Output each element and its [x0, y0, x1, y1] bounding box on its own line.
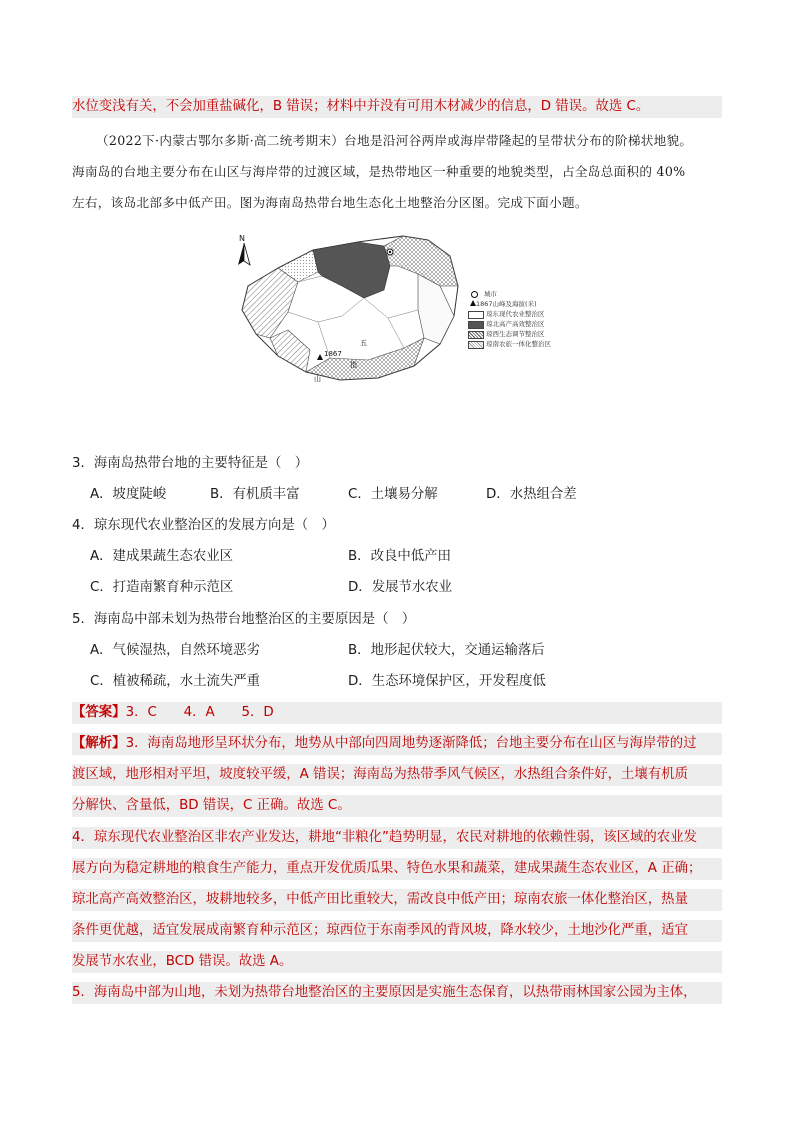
q3-option-c: C．土壤易分解	[348, 487, 438, 502]
q5-option-a: A．气候湿热，自然环境恶劣	[90, 643, 260, 658]
map-legend: 城市 1867山峰及海拔(米) 琼东现代农业整治区 琼北高产高效整治区 琼西生态调节整治区 琼南农旅一体化整治区	[468, 290, 578, 366]
city-dot-icon	[471, 291, 478, 298]
analysis-line-8: 发展节水农业，BCD 错误。故选 A。	[72, 951, 722, 973]
question-3-stem: 3．海南岛热带台地的主要特征是（ ）	[72, 456, 309, 471]
cross-pattern-icon	[468, 341, 484, 349]
q5-option-b: B．地形起伏较大，交通运输落后	[348, 643, 545, 658]
q3-option-b: B．有机质丰富	[210, 487, 300, 502]
intro-line-3: 左右，该岛北部多中低产田。图为海南岛热带台地生态化土地整治分区图。完成下面小题。	[72, 195, 588, 210]
hatch-pattern-icon	[468, 331, 484, 339]
q4-option-d: D．发展节水农业	[348, 580, 453, 595]
peak-elevation-label: 1867	[324, 350, 342, 358]
north-label: N	[239, 234, 245, 243]
mountain-name-char-3: 山	[314, 375, 321, 383]
answer-text: 3．C 4．A 5．D	[125, 705, 274, 720]
q4-option-b: B．改良中低产田	[348, 549, 451, 564]
mountain-name-char-1: 五	[360, 339, 367, 347]
q5-option-d: D．生态环境保护区，开发程度低	[348, 674, 546, 689]
question-4-stem: 4．琼东现代农业整治区的发展方向是（ ）	[72, 518, 335, 533]
analysis-tag: 【解析】	[72, 736, 126, 751]
answer-tag: 【答案】	[72, 705, 126, 720]
intro-line-1: （2022下·内蒙古鄂尔多斯·高二统考期末）台地是沿河谷两岸或海岸带隆起的呈带状分布的阶梯状地貌。	[96, 133, 693, 148]
analysis-line-2: 渡区域，地形相对平坦，坡度较平缓，A 错误；海南岛为热带季风气候区，水热组合条件好，土壤有机质	[72, 764, 722, 786]
q4-option-a: A．建成果蔬生态农业区	[90, 549, 234, 564]
intro-line-2: 海南岛的台地主要分布在山区与海岸带的过渡区域，是热带地区一种重要的地貌类型，占全岛总面积的 40%	[72, 164, 686, 179]
analysis-line-5: 展方向为稳定耕地的粮食生产能力，重点开发优质瓜果、特色水果和蔬菜，建成果蔬生态农业区，A 正确；	[72, 858, 722, 880]
analysis-line-7: 条件更优越，适宜发展成南繁育种示范区；琼西位于东南季风的背风坡，降水较少，土地沙化严重，适宜	[72, 920, 722, 942]
analysis-line-1	[72, 733, 722, 755]
dark-pattern-icon	[468, 321, 484, 329]
q3-option-d: D．水热组合差	[486, 487, 577, 502]
hainan-zoning-map	[218, 226, 574, 386]
analysis-text-1: 3．海南岛地形呈环状分布，地势从中部向四周地势逐渐降低；台地主要分布在山区与海岸带的过	[125, 736, 697, 751]
map-svg	[218, 226, 478, 386]
q3-option-a: A．坡度陡峻	[90, 487, 167, 502]
white-pattern-icon	[468, 311, 484, 319]
q4-option-c: C．打造南繁育种示范区	[90, 580, 234, 595]
analysis-line-4: 4．琼东现代农业整治区非农产业发达，耕地“非粮化”趋势明显，农民对耕地的依赖性弱，该区域的农业发	[72, 827, 722, 849]
previous-analysis-tail: 水位变浅有关，不会加重盐碱化，B 错误；材料中并没有可用木材减少的信息，D 错误。故选 C。	[72, 96, 722, 118]
answer-line	[72, 702, 722, 724]
analysis-line-6: 琼北高产高效整治区，坡耕地较多，中低产田比重较大，需改良中低产田；琼南农旅一体化整治区，热量	[72, 889, 722, 911]
north-arrow-icon	[234, 234, 254, 268]
analysis-line-9: 5．海南岛中部为山地，未划为热带台地整治区的主要原因是实施生态保育，以热带雨林国家公园为主体，	[72, 982, 722, 1004]
question-5-stem: 5．海南岛中部未划为热带台地整治区的主要原因是（ ）	[72, 612, 416, 627]
q5-option-c: C．植被稀疏，水土流失严重	[90, 674, 261, 689]
mountain-name-char-2: 指	[350, 361, 357, 369]
analysis-line-3: 分解快、含量低，BD 错误，C 正确。故选 C。	[72, 795, 722, 817]
